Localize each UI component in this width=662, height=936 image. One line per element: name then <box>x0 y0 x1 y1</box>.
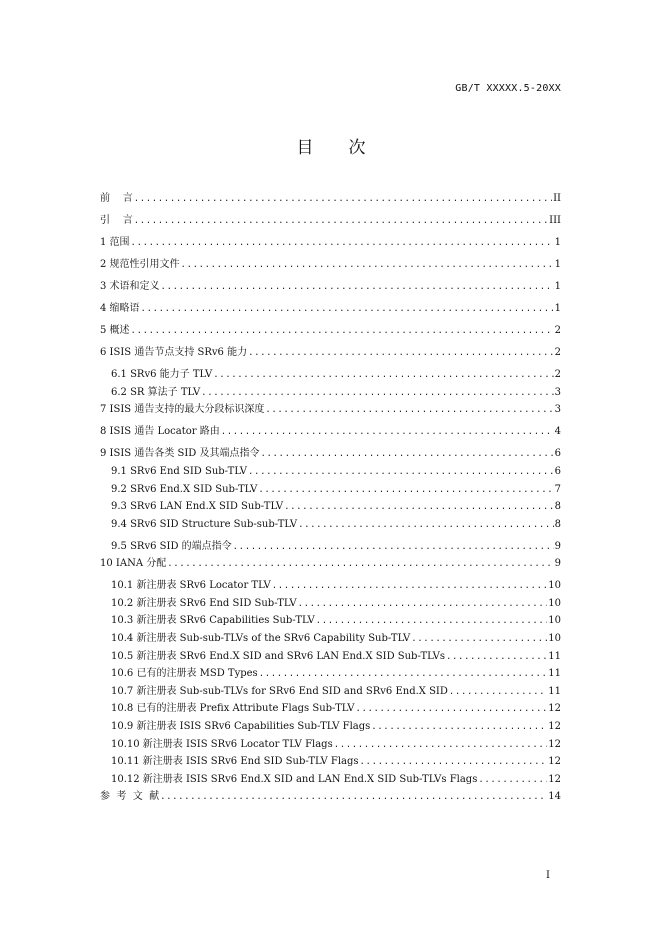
toc-entry-page: 6 <box>554 466 561 478</box>
toc-entry-label: 3 术语和定义 <box>100 281 160 292</box>
toc-entry-page: 9 <box>554 540 561 552</box>
toc-entry-page: 10 <box>548 615 561 627</box>
toc-entry-label: 5 概述 <box>100 325 130 336</box>
toc-leader-dots <box>298 599 548 609</box>
toc-entry-label: 10.1 新注册表 SRv6 Locator TLV <box>111 580 271 592</box>
toc-entry[interactable] <box>100 682 561 700</box>
toc-entry-label: 6.1 SRv6 能力子 TLV <box>111 369 213 380</box>
toc-entry[interactable] <box>100 233 561 255</box>
toc-entry[interactable] <box>100 787 561 809</box>
toc-entry-label: 10.5 新注册表 SRv6 End.X SID and SRv6 LAN End.X SID Sub-TLVs <box>111 650 445 662</box>
toc-entry-page: 6 <box>554 448 561 460</box>
toc-leader-dots <box>258 485 553 495</box>
toc-leader-dots <box>355 704 547 714</box>
toc-entry-page: 8 <box>554 501 561 513</box>
toc-entry-label: 8 ISIS 通告 Locator 路由 <box>100 426 220 438</box>
toc-leader-dots <box>248 467 554 477</box>
toc-leader-dots <box>259 669 548 679</box>
table-of-contents <box>100 189 561 809</box>
toc-entry[interactable] <box>100 717 561 735</box>
toc-leader-dots <box>298 520 554 530</box>
toc-entry-page: 9 <box>554 558 561 570</box>
toc-entry-page: 2 <box>554 347 561 358</box>
toc-entry-page: 14 <box>548 791 561 803</box>
toc-leader-dots <box>141 304 554 314</box>
toc-entry-label: 9.3 SRv6 LAN End.X SID Sub-TLV <box>111 501 284 513</box>
toc-entry-page: 7 <box>554 483 561 495</box>
toc-entry[interactable] <box>100 519 561 537</box>
toc-entry[interactable] <box>100 554 561 576</box>
toc-leader-dots <box>221 427 554 437</box>
toc-entry-page: 1 <box>554 303 561 314</box>
toc-entry[interactable] <box>100 735 561 753</box>
toc-entry-page: 10 <box>548 632 561 644</box>
toc-entry-label: 9 ISIS 通告各类 SID 及其端点指令 <box>100 448 260 460</box>
toc-entry[interactable] <box>100 466 561 484</box>
page-number: I <box>546 870 550 881</box>
toc-entry[interactable] <box>100 343 561 365</box>
toc-entry-label: 9.2 SRv6 End.X SID Sub-TLV <box>111 483 258 495</box>
toc-entry-page: II <box>553 193 561 204</box>
toc-entry[interactable] <box>100 321 561 343</box>
toc-leader-dots <box>478 775 547 785</box>
toc-entry[interactable] <box>100 422 561 444</box>
toc-entry-page: 10 <box>548 580 561 592</box>
toc-entry-page: 1 <box>554 259 561 270</box>
toc-entry[interactable] <box>100 699 561 717</box>
toc-leader-dots <box>248 348 554 358</box>
toc-entry-label: 10.6 已有的注册表 MSD Types <box>111 668 258 680</box>
toc-entry[interactable] <box>100 594 561 612</box>
toc-entry[interactable] <box>100 211 561 233</box>
toc-leader-dots <box>131 238 554 248</box>
toc-entry-page: 11 <box>548 685 561 697</box>
toc-entry-label: 参 考 文 献 <box>100 791 160 803</box>
toc-entry[interactable] <box>100 365 561 383</box>
toc-entry-page: 4 <box>554 426 561 438</box>
toc-entry-page: 3 <box>554 386 561 398</box>
toc-entry-page: 10 <box>548 597 561 609</box>
toc-entry[interactable] <box>100 770 561 788</box>
toc-leader-dots <box>167 559 553 569</box>
toc-entry-label: 1 范围 <box>100 237 130 248</box>
toc-entry[interactable] <box>100 444 561 466</box>
toc-entry-label: 4 缩略语 <box>100 303 140 314</box>
toc-entry-page: 12 <box>548 773 561 785</box>
toc-entry-label: 9.4 SRv6 SID Structure Sub-sub-TLV <box>111 518 298 530</box>
toc-leader-dots <box>134 194 552 204</box>
toc-entry[interactable] <box>100 576 561 594</box>
toc-leader-dots <box>272 581 548 591</box>
toc-entry-label: 10.4 新注册表 Sub-sub-TLVs of the SRv6 Capability Sub-TLV <box>111 632 411 644</box>
toc-leader-dots <box>284 502 554 512</box>
toc-entry[interactable] <box>100 752 561 770</box>
toc-entry[interactable] <box>100 629 561 647</box>
toc-entry[interactable] <box>100 400 561 422</box>
toc-entry[interactable] <box>100 484 561 502</box>
toc-entry-page: 1 <box>554 237 561 248</box>
toc-leader-dots <box>233 542 554 552</box>
toc-entry-label: 10.11 新注册表 ISIS SRv6 End SID Sub-TLV Flags <box>111 756 359 768</box>
toc-entry[interactable] <box>100 277 561 299</box>
toc-entry[interactable] <box>100 611 561 629</box>
toc-leader-dots <box>316 616 548 626</box>
toc-entry-label: 10.10 新注册表 ISIS SRv6 Locator TLV Flags <box>111 738 333 750</box>
toc-entry-page: 12 <box>548 738 561 750</box>
toc-leader-dots <box>160 792 547 802</box>
document-code: GB/T XXXXX.5-20XX <box>455 83 561 94</box>
toc-entry-page: 11 <box>548 650 561 662</box>
toc-entry[interactable] <box>100 664 561 682</box>
toc-entry-page: 2 <box>554 325 561 336</box>
toc-entry-label: 7 ISIS 通告支持的最大分段标识深度 <box>100 404 265 416</box>
toc-entry-label: 引 言 <box>100 215 133 226</box>
toc-entry[interactable] <box>100 501 561 519</box>
toc-leader-dots <box>181 260 554 270</box>
toc-entry-label: 6.2 SR 算法子 TLV <box>111 386 201 398</box>
toc-entry-label: 9.1 SRv6 End SID Sub-TLV <box>111 466 248 478</box>
toc-entry[interactable] <box>100 383 561 401</box>
toc-entry-page: III <box>549 215 561 226</box>
toc-leader-dots <box>265 405 553 415</box>
toc-entry-label: 10.2 新注册表 SRv6 End SID Sub-TLV <box>111 597 297 609</box>
toc-entry-label: 10 IANA 分配 <box>100 558 167 570</box>
toc-entry-label: 10.3 新注册表 SRv6 Capabilities Sub-TLV <box>111 615 315 627</box>
toc-entry-page: 12 <box>548 703 561 715</box>
toc-entry-page: 1 <box>554 281 561 292</box>
toc-leader-dots <box>213 370 553 380</box>
toc-leader-dots <box>360 757 548 767</box>
toc-leader-dots <box>161 282 554 292</box>
toc-entry-page: 3 <box>554 404 561 416</box>
toc-entry[interactable] <box>100 647 561 665</box>
toc-leader-dots <box>334 740 548 750</box>
toc-entry-label: 10.12 新注册表 ISIS SRv6 End.X SID and LAN End.X SID Sub-TLVs Flags <box>111 773 478 785</box>
toc-entry[interactable] <box>100 299 561 321</box>
toc-entry[interactable] <box>100 537 561 555</box>
toc-leader-dots <box>261 449 554 459</box>
toc-entry-label: 2 规范性引用文件 <box>100 259 180 270</box>
toc-entry-label: 前 言 <box>100 193 133 204</box>
toc-leader-dots <box>201 388 553 398</box>
toc-leader-dots <box>449 687 547 697</box>
toc-entry-label: 6 ISIS 通告节点支持 SRv6 能力 <box>100 347 248 358</box>
toc-entry-page: 8 <box>554 518 561 530</box>
toc-entry-label: 10.8 已有的注册表 Prefix Attribute Flags Sub-TLV <box>111 703 355 715</box>
toc-entry-page: 12 <box>548 756 561 768</box>
toc-entry[interactable] <box>100 255 561 277</box>
toc-entry-page: 12 <box>548 720 561 732</box>
toc-entry-page: 2 <box>554 369 561 380</box>
toc-entry[interactable] <box>100 189 561 211</box>
toc-leader-dots <box>371 722 547 732</box>
toc-leader-dots <box>131 326 554 336</box>
toc-entry-page: 11 <box>548 668 561 680</box>
toc-title: 目次 <box>296 138 401 158</box>
toc-entry-label: 9.5 SRv6 SID 的端点指令 <box>111 540 232 552</box>
toc-entry-label: 10.7 新注册表 Sub-sub-TLVs for SRv6 End SID and SRv6 End.X SID <box>111 685 448 697</box>
toc-leader-dots <box>411 634 547 644</box>
toc-leader-dots <box>134 216 548 226</box>
toc-entry-label: 10.9 新注册表 ISIS SRv6 Capabilities Sub-TLV Flags <box>111 720 371 732</box>
toc-leader-dots <box>446 652 547 662</box>
